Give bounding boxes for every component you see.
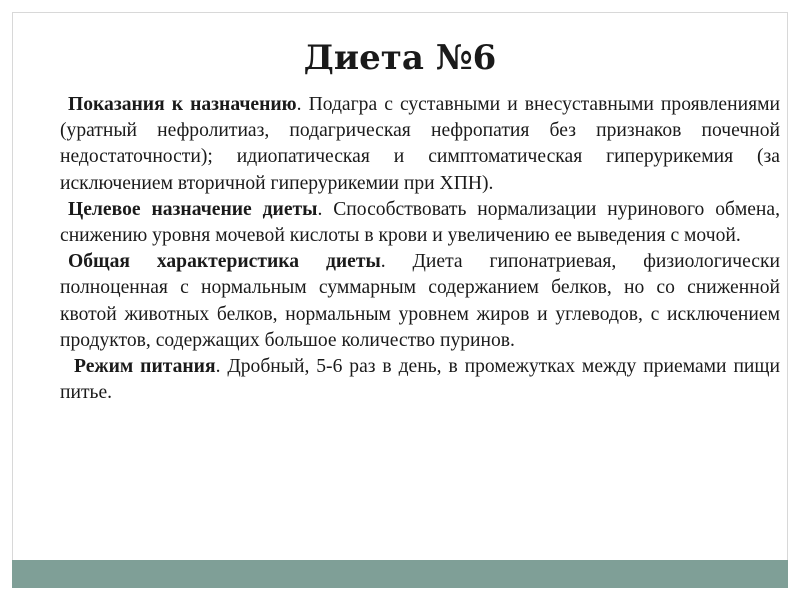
section-label: Показания к назначению [68,94,297,115]
section-label: Целевое назначение диеты [68,198,318,220]
section-text: . Дробный, 5-6 раз в день, в промежутках между приемами пищи питье. [60,356,780,404]
section-purpose [60,197,780,249]
section-label: Режим питания [74,356,216,378]
section-characteristics [60,249,780,354]
section-regimen [60,354,780,406]
section-indications [60,92,780,197]
section-text: . Подагра с суставными и внесуставными проявлениями (уратный нефролитиаз, подагрическая нефропатия без признаков почечной недостаточности); идиопатическая и симптоматическая гиперурикемия (за исключением вторичной гиперурикемии при ХПН). [60,94,780,194]
content-body [60,92,780,406]
bottom-bar [12,560,788,588]
section-text: . Диета гипонатриевая, физиологически полноценная с нормальным суммарным содержанием белков, но со сниженной квотой животных белков, нормальным уровнем жиров и углеводов, с исключением продуктов, содержащих большое количество пуринов. [60,251,780,351]
page-title: Диета №6 [303,38,497,78]
section-label: Общая характеристика диеты [68,251,381,273]
section-text: . Способствовать нормализации нуринового обмена, снижению уровня мочевой кислоты в крови и увеличению ее выведения с мочой. [60,198,780,247]
